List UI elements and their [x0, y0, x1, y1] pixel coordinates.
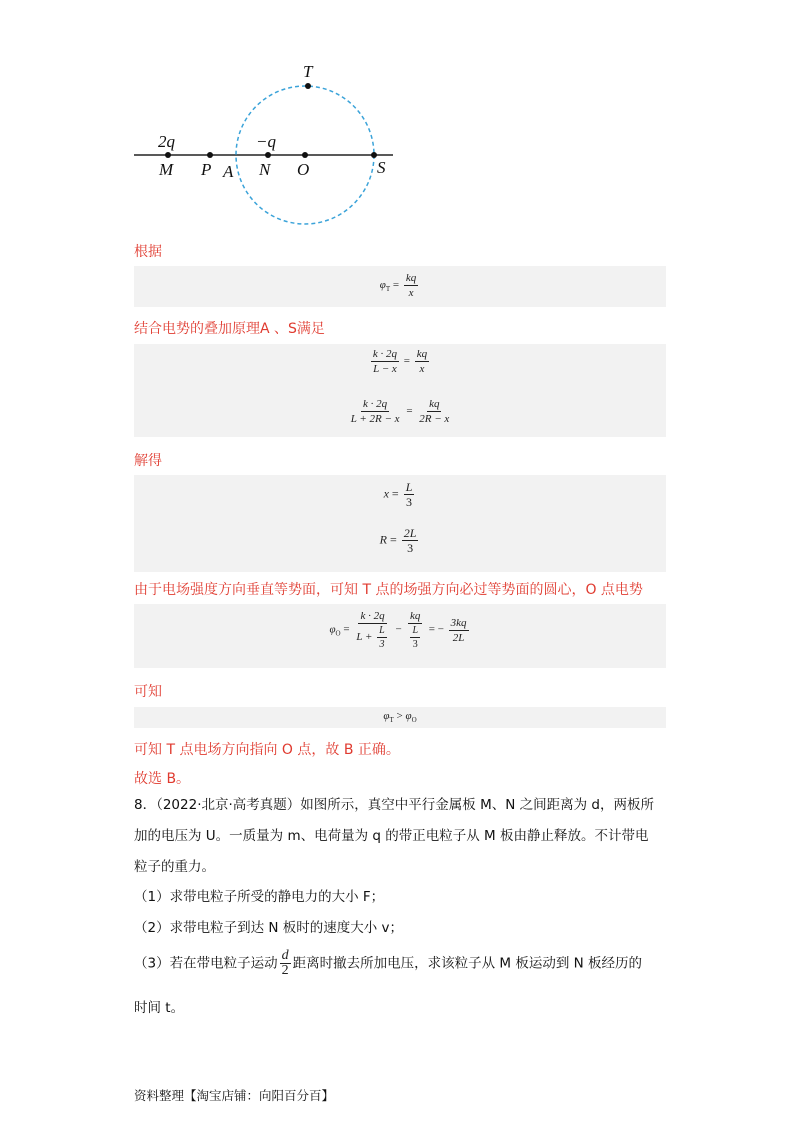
formula-phi-t: $\varphi_T$ = $\frac{kq}{x}$	[379, 272, 417, 299]
question-line-1: 8．（2022·北京·高考真题）如图所示，真空中平行金属板 M、N 之间距离为 d，两板所	[134, 797, 654, 813]
question-part-2: （2）求带电粒子到达 N 板时的速度大小 v；	[134, 920, 404, 936]
question-part-3: （3）若在带电粒子运动 $\frac{d}{2}$ 距离时撤去所加电压，求该粒子从 M 板运动到 N 板经历的	[134, 948, 643, 978]
formula-r-solution: R = $\frac{2L}{3}$	[379, 526, 417, 555]
formula-phi-o: $\varphi_O$ = k · 2q L + $\frac{L}{3}$ − $\frac{kq}{\frac{L}{3}}$ = − $\frac{3kq}{2L}$	[329, 610, 467, 650]
point-t-dot	[305, 83, 311, 89]
label-charge-m: 2q	[158, 132, 175, 151]
charge-diagram	[125, 55, 405, 235]
formula-superposition-a: $\frac{k \cdot 2q}{L - x}$ = $\frac{kq}{x}$	[372, 348, 428, 375]
formula-box-5	[134, 707, 666, 728]
point-o-dot	[302, 152, 308, 158]
formula-superposition-s: $\frac{k \cdot 2q}{L + 2R - x}$ = $\frac{kq}{2R - x}$	[350, 398, 450, 425]
step-label-3: 解得	[134, 453, 162, 469]
formula-box-3	[134, 475, 666, 572]
label-a: A	[223, 162, 234, 181]
step-label-2: 结合电势的叠加原理A 、S满足	[134, 321, 325, 337]
step-label-5: 可知	[134, 684, 162, 700]
step-label-4: 由于电场强度方向垂直等势面，可知 T 点的场强方向必过等势面的圆心，O 点电势	[134, 582, 643, 598]
label-t: T	[303, 62, 313, 81]
label-n: N	[259, 160, 271, 179]
formula-compare: $\varphi_T > \varphi_O$	[383, 710, 417, 725]
question-part-1: （1）求带电粒子所受的静电力的大小 F；	[134, 889, 385, 905]
step-label-1: 根据	[134, 244, 162, 260]
label-m: M	[159, 160, 174, 179]
conclusion-line-1: 可知 T 点电场方向指向 O 点，故 B 正确。	[134, 742, 400, 758]
question-line-2: 加的电压为 U。一质量为 m、电荷量为 q 的带正电粒子从 M 板由静止释放。不计带电	[134, 828, 649, 844]
label-charge-n: −q	[256, 132, 276, 151]
label-s: S	[377, 158, 386, 177]
formula-box-1	[134, 266, 666, 307]
point-n-dot	[265, 152, 271, 158]
label-o: O	[297, 160, 310, 179]
label-p: P	[201, 160, 212, 179]
point-p-dot	[207, 152, 213, 158]
footer-text: 资料整理【淘宝店铺：向阳百分百】	[134, 1088, 335, 1103]
formula-x-solution: x = $\frac{L}{3}$	[383, 480, 413, 509]
conclusion-line-2: 故选 B。	[134, 771, 191, 787]
question-part-3-line-2: 时间 t。	[134, 1000, 185, 1016]
point-m-dot	[165, 152, 171, 158]
question-line-3: 粒子的重力。	[134, 859, 215, 875]
formula-box-4	[134, 604, 666, 668]
formula-box-2	[134, 344, 666, 437]
